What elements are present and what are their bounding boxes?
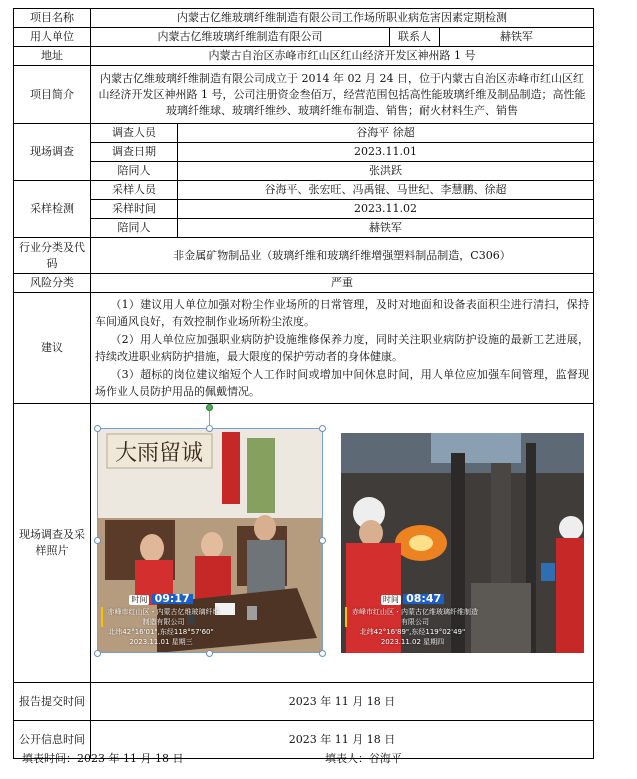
photo1-time: 09:17 (152, 594, 193, 604)
industry-value: 非金属矿物制品业（玻璃纤维和玻璃纤维增强塑料制品制造，C306） (91, 238, 594, 274)
row-employer (14, 28, 594, 47)
row-survey-3 (14, 162, 594, 181)
advice-item-3: （3）超标的岗位建议缩短个人工作时间或增加中间休息时间，用人单位应加强车间管理，监督现场作业人员防护用品的佩戴情况。 (95, 367, 589, 398)
employer-label: 用人单位 (14, 28, 91, 47)
employer-value: 内蒙古亿维玻璃纤维制造有限公司 (91, 28, 390, 47)
sampling-label: 采样检测 (14, 181, 91, 238)
project-name-label: 项目名称 (14, 9, 91, 28)
report-time-value: 2023 年 11 月 18 日 (91, 683, 594, 721)
row-advice (14, 293, 594, 404)
contact-value: 赫铁军 (440, 28, 594, 47)
contact-label: 联系人 (390, 28, 440, 47)
advice-item-2: （2）用人单位应加强职业病防护设施维修保养力度，同时关注职业病防护设施的最新工艺进展，持续改进职业病防护措施，最大限度的保护劳动者的身体健康。 (95, 332, 589, 363)
row-sampling-3 (14, 219, 594, 238)
advice-label: 建议 (14, 293, 91, 404)
resize-handle-left[interactable] (94, 537, 101, 544)
profile-value: 内蒙古亿维玻璃纤维制造有限公司成立于 2014 年 02 月 24 日，位于内蒙古自治区赤峰市红山区红山经济开发区神州路 1 号，公司注册资金叁佰万，经营范围包括高性能玻璃纤维及制品制造；高性能玻璃纤维球、玻璃纤维纱、玻璃纤维布制造、销售；耐火材料生产、销售 (91, 66, 594, 124)
row-photos (14, 404, 594, 683)
photo2-coords: 北纬42°16'89",东经119°02'49" (359, 628, 466, 636)
row-sampling-2 (14, 200, 594, 219)
photo2-watermark-bar (345, 607, 347, 627)
photo1-coords: 北纬42°16'01",东经118°57'60" (108, 628, 214, 636)
photos-label: 现场调查及采样照片 (14, 404, 91, 683)
resize-handle-top-right[interactable] (319, 425, 326, 432)
survey-photo[interactable] (97, 428, 323, 653)
profile-label: 项目简介 (14, 66, 91, 124)
risk-label: 风险分类 (14, 274, 91, 293)
survey-item-label: 调查人员 (91, 124, 178, 143)
resize-handle-bottom[interactable] (206, 650, 213, 657)
resize-handle-top[interactable] (206, 425, 213, 432)
resize-handle-top-left[interactable] (94, 425, 101, 432)
resize-handle-bottom-left[interactable] (94, 650, 101, 657)
sampling-item-value: 谷海平、张宏旺、冯禹锟、马世纪、李慧鹏、徐超 (178, 181, 594, 200)
photos-cell (91, 404, 594, 683)
calligraphy-banner: 大雨留诚 (115, 441, 204, 466)
address-value: 内蒙古自治区赤峰市红山区红山经济开发区神州路 1 号 (91, 47, 594, 66)
fill-time: 填表时间：2023 年 11 月 18 日 (22, 752, 184, 765)
photo1-time-badge: 时间 (131, 595, 148, 604)
photo2-watermark (345, 594, 480, 647)
publish-time-value: 2023 年 11 月 18 日 (91, 721, 594, 759)
photo2-date: 2023.11.02 星期四 (380, 638, 445, 646)
row-sampling-1 (14, 181, 594, 200)
rotate-handle-stem (209, 411, 210, 426)
row-risk (14, 274, 594, 293)
row-survey-1 (14, 124, 594, 143)
row-project-name (14, 9, 594, 28)
row-industry (14, 238, 594, 274)
photo1-date: 2023.11.01 星期三 (129, 638, 193, 646)
report-time-label: 报告提交时间 (14, 683, 91, 721)
sampling-item-value: 赫铁军 (178, 219, 594, 238)
industry-label: 行业分类及代码 (14, 238, 91, 274)
resize-handle-right[interactable] (319, 537, 326, 544)
sampling-item-label: 陪同人 (91, 219, 178, 238)
row-report-time (14, 683, 594, 721)
sampling-item-label: 采样人员 (91, 181, 178, 200)
survey-item-label: 调查日期 (91, 143, 178, 162)
sampling-item-value: 2023.11.02 (178, 200, 594, 219)
resize-handle-bottom-right[interactable] (319, 650, 326, 657)
survey-item-value: 2023.11.01 (178, 143, 594, 162)
survey-label: 现场调查 (14, 124, 91, 181)
photo1-location: 赤峰市红山区・内蒙古亿维玻璃纤维制造有限公司 (107, 608, 220, 626)
survey-item-label: 陪同人 (91, 162, 178, 181)
project-name-value: 内蒙古亿维玻璃纤维制造有限公司工作场所职业病危害因素定期检测 (91, 9, 594, 28)
risk-value: 严重 (91, 274, 594, 293)
photo2-time: 08:47 (403, 594, 444, 604)
photo1-watermark (101, 594, 221, 647)
advice-item-1: （1）建议用人单位加强对粉尘作业场所的日常管理，及时对地面和设备表面积尘进行清扫，保持车间通风良好，有效控制作业场所粉尘浓度。 (95, 297, 589, 328)
advice-content (91, 293, 594, 404)
row-profile (14, 66, 594, 124)
sampling-photo[interactable] (341, 433, 584, 653)
filler: 填表人：谷海平 (325, 752, 402, 765)
row-address (14, 47, 594, 66)
survey-item-value: 张洪跃 (178, 162, 594, 181)
rotate-handle[interactable] (206, 404, 213, 411)
photo1-watermark-bar (101, 607, 103, 627)
photo2-time-badge: 时间 (382, 595, 399, 604)
row-survey-2 (14, 143, 594, 162)
survey-item-value: 谷海平 徐超 (178, 124, 594, 143)
photo2-location: 赤峰市红山区・内蒙古亿维玻璃纤维制造有限公司 (352, 608, 478, 626)
sampling-item-label: 采样时间 (91, 200, 178, 219)
report-table (13, 8, 594, 759)
address-label: 地址 (14, 47, 91, 66)
publish-time-label: 公开信息时间 (14, 721, 91, 759)
